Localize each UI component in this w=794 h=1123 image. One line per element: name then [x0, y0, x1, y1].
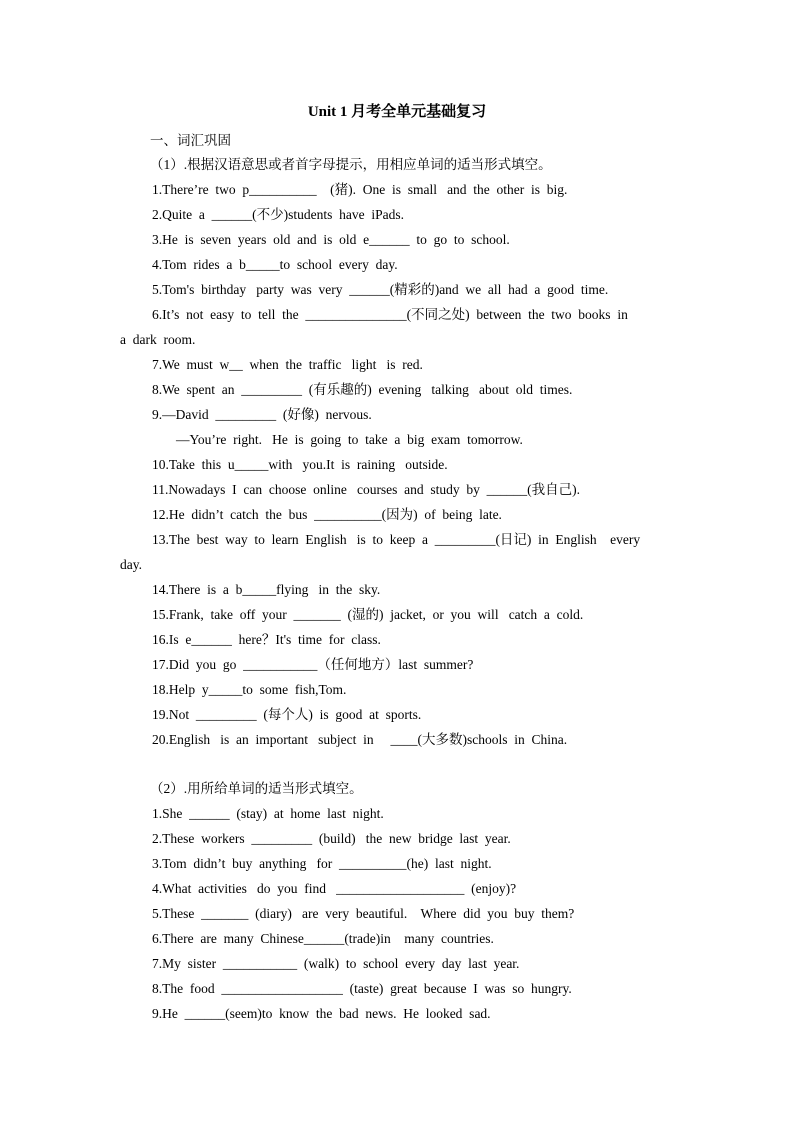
exercise-item: 10.Take this u_____with you.It is raining outside.	[152, 457, 448, 472]
exercise-item: 4.Tom rides a b_____to school every day.	[152, 257, 398, 272]
exercise-item: 15.Frank, take off your _______ (湿的) jacket, or you will catch a cold.	[152, 607, 584, 622]
exercise-item: 11.Nowadays I can choose online courses and study by ______(我自己).	[152, 482, 581, 497]
exercise-item: 8.We spent an _________ (有乐趣的) evening talking about old times.	[152, 382, 573, 397]
exercise-item: 19.Not _________ (每个人) is good at sports.	[152, 707, 422, 722]
exercise-item: 17.Did you go ___________（任何地方）last summer?	[152, 657, 474, 672]
exercise-item: 2.These workers _________ (build) the new bridge last year.	[152, 831, 511, 846]
exercise-item: 9.He ______(seem)to know the bad news. He looked sad.	[152, 1006, 491, 1021]
exercise-item: 4.What activities do you find ___________________ (enjoy)?	[152, 881, 517, 896]
exercise-item: 13.The best way to learn English is to keep a _________(日记) in English every	[152, 532, 641, 547]
exercise-item: 5.Tom's birthday party was very ______(精彩的)and we all had a good time.	[152, 282, 609, 297]
exercise-item-continued: a dark room.	[120, 332, 196, 347]
section-heading: 一、词汇巩固	[150, 133, 231, 148]
exercise-item: 2.Quite a ______(不少)students have iPads.	[152, 207, 404, 222]
exercise-item: 20.English is an important subject in ____(大多数)schools in China.	[152, 732, 568, 747]
exercise-item: 7.We must w__ when the traffic light is red.	[152, 357, 423, 372]
exercise-item: 9.—David _________ (好像) nervous.	[152, 407, 372, 422]
part2-instruction: （2）.用所给单词的适当形式填空。	[150, 781, 363, 796]
exercise-item-reply: —You’re right. He is going to take a big exam tomorrow.	[176, 432, 523, 447]
exercise-item-continued: day.	[120, 557, 142, 572]
exercise-item: 16.Is e______ here？It's time for class.	[152, 632, 381, 647]
exercise-item: 1.There’re two p__________ (猪). One is small and the other is big.	[152, 182, 568, 197]
exercise-item: 5.These _______ (diary) are very beautiful. Where did you buy them?	[152, 906, 575, 921]
exercise-item: 7.My sister ___________ (walk) to school every day last year.	[152, 956, 520, 971]
exercise-item: 6.There are many Chinese______(trade)in many countries.	[152, 931, 494, 946]
exercise-item: 3.He is seven years old and is old e______ to go to school.	[152, 232, 510, 247]
part1-instruction: （1）.根据汉语意思或者首字母提示，用相应单词的适当形式填空。	[150, 157, 552, 172]
exercise-item: 3.Tom didn’t buy anything for __________(he) last night.	[152, 856, 492, 871]
page-title: Unit 1 月考全单元基础复习	[307, 104, 487, 120]
exercise-item: 6.It’s not easy to tell the _______________(不同之处) between the two books in	[152, 307, 628, 322]
exercise-item: 14.There is a b_____flying in the sky.	[152, 582, 381, 597]
exercise-item: 12.He didn’t catch the bus __________(因为) of being late.	[152, 507, 502, 522]
exercise-item: 8.The food __________________ (taste) great because I was so hungry.	[152, 981, 572, 996]
exercise-item: 18.Help y_____to some fish,Tom.	[152, 682, 347, 697]
exercise-item: 1.She ______ (stay) at home last night.	[152, 806, 384, 821]
